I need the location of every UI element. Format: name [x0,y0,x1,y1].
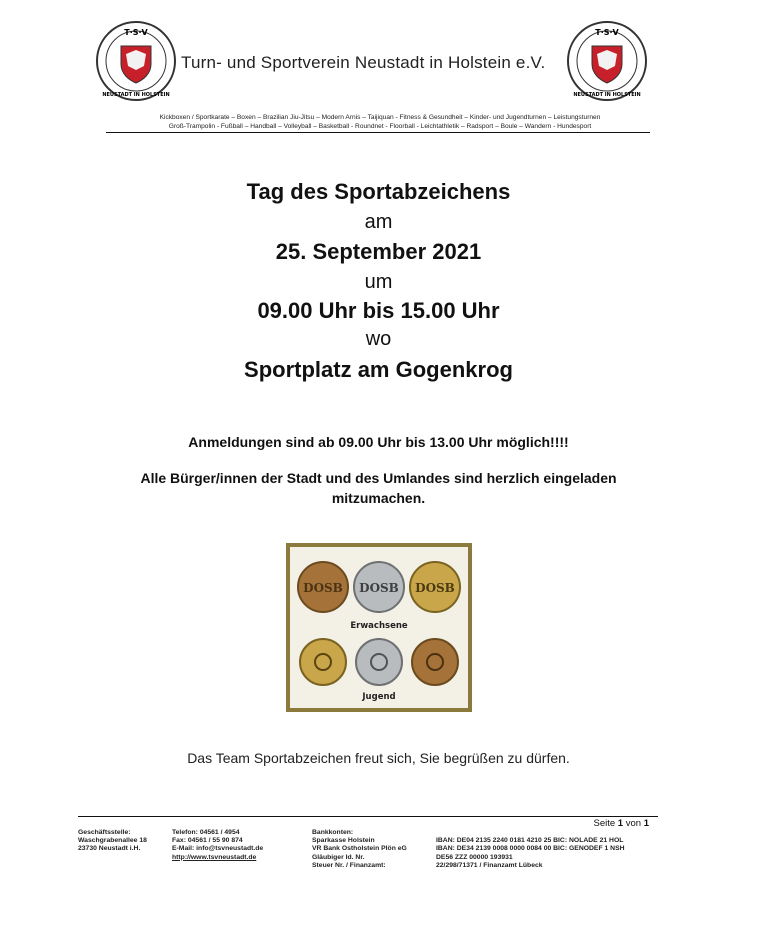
logo-text-bottom: NEUSTADT IN HOLSTEIN [573,92,641,98]
footer-office [78,829,147,854]
bank-name: Sparkasse Holstein [312,837,375,845]
office-label: Geschäftsstelle: [78,829,131,836]
word-um: um [364,271,393,293]
bank-name: VR Bank Ostholstein Plön eG [312,845,407,853]
adult-label: Erwachsene [350,621,408,631]
youth-label: Jugend [362,692,396,702]
page-prefix: Seite [593,818,616,829]
youth-badge-silver [356,639,402,685]
adult-badge-text: DOSB [303,581,343,595]
contact-phone: Telefon: 04561 / 4954 [172,829,240,836]
logo-text-top: T·S·V [124,28,148,37]
contact-email[interactable]: E-Mail: info@tsvneustadt.de [172,845,264,853]
sportabzeichen-badges-image [286,543,472,712]
adult-badges [298,562,460,612]
word-wo: wo [365,328,392,350]
footer-bank-labels [312,829,407,870]
logo-text-top: T·S·V [595,28,619,37]
event-location: Sportplatz am Gogenkrog [244,357,513,382]
office-street: Waschgrabenallee 18 [78,837,147,845]
logo-text-bottom: NEUSTADT IN HOLSTEIN [102,92,170,98]
sports-line-1: Kickboxen / Sportkarate – Boxen – Brazilian Jiu-Jitsu – Modern Arnis – Taijiquan - Fitness & Gesundheit – Kinder- und Jugendturnen – Leistungsturnen [159,114,601,121]
event-title: Tag des Sportabzeichens [246,179,511,204]
club-logo-left [95,20,177,102]
page-number [594,818,650,829]
website-link[interactable]: http://www.tsvneustadt.de [172,853,257,861]
office-city: 23730 Neustadt i.H. [78,845,141,853]
page-mid: von [625,818,642,829]
iban-vrbank: IBAN: DE34 2139 0008 0000 0084 00 BIC: GENODEF 1 NSH [436,845,625,853]
header-divider [106,132,650,133]
sports-line-2: Groß-Trampolin - Fußball – Handball – Volleyball – Basketball - Roundnet - Floorball - Leichtathletik – Radsport – Boule – Wandern - Hundesport [168,123,592,130]
iban-sparkasse: IBAN: DE04 2135 2240 0181 4210 25 BIC: NOLADE 21 HOL [436,837,624,845]
youth-badge-gold [300,639,346,685]
youth-badges [300,639,458,685]
event-time: 09.00 Uhr bis 15.00 Uhr [257,298,500,323]
creditor-id: DE56 ZZZ 00000 193931 [436,853,513,861]
sports-list [110,113,650,131]
page-total: 1 [643,818,649,829]
event-date: 25. September 2021 [275,239,482,264]
adult-badge-text: DOSB [359,581,399,595]
adult-badge-text: DOSB [415,581,455,595]
club-logo-right [566,20,648,102]
youth-badge-bronze [412,639,458,685]
creditor-id-label: Gläubiger Id. Nr. [312,853,365,861]
footer-contact [172,829,263,862]
registration-note: Anmeldungen sind ab 09.00 Uhr bis 13.00 Uhr möglich!!!! [188,434,569,450]
closing-text: Das Team Sportabzeichen freut sich, Sie begrüßen zu dürfen. [187,750,570,766]
bank-heading: Bankkonten: [312,829,354,836]
tax-label: Steuer Nr. / Finanzamt: [312,861,386,869]
footer-divider [78,816,658,817]
page-current: 1 [617,818,624,829]
tax-number: 22/298/71371 / Finanzamt Lübeck [436,861,543,869]
club-name: Turn- und Sportverein Neustadt in Holstein e.V. [181,53,546,72]
contact-fax: Fax: 04561 / 55 90 874 [172,837,243,845]
word-am: am [364,211,393,233]
invitation-note: Alle Bürger/innen der Stadt und des Umlandes sind herzlich eingeladen mitzumachen. [140,470,617,506]
footer-bank-values [436,829,625,870]
